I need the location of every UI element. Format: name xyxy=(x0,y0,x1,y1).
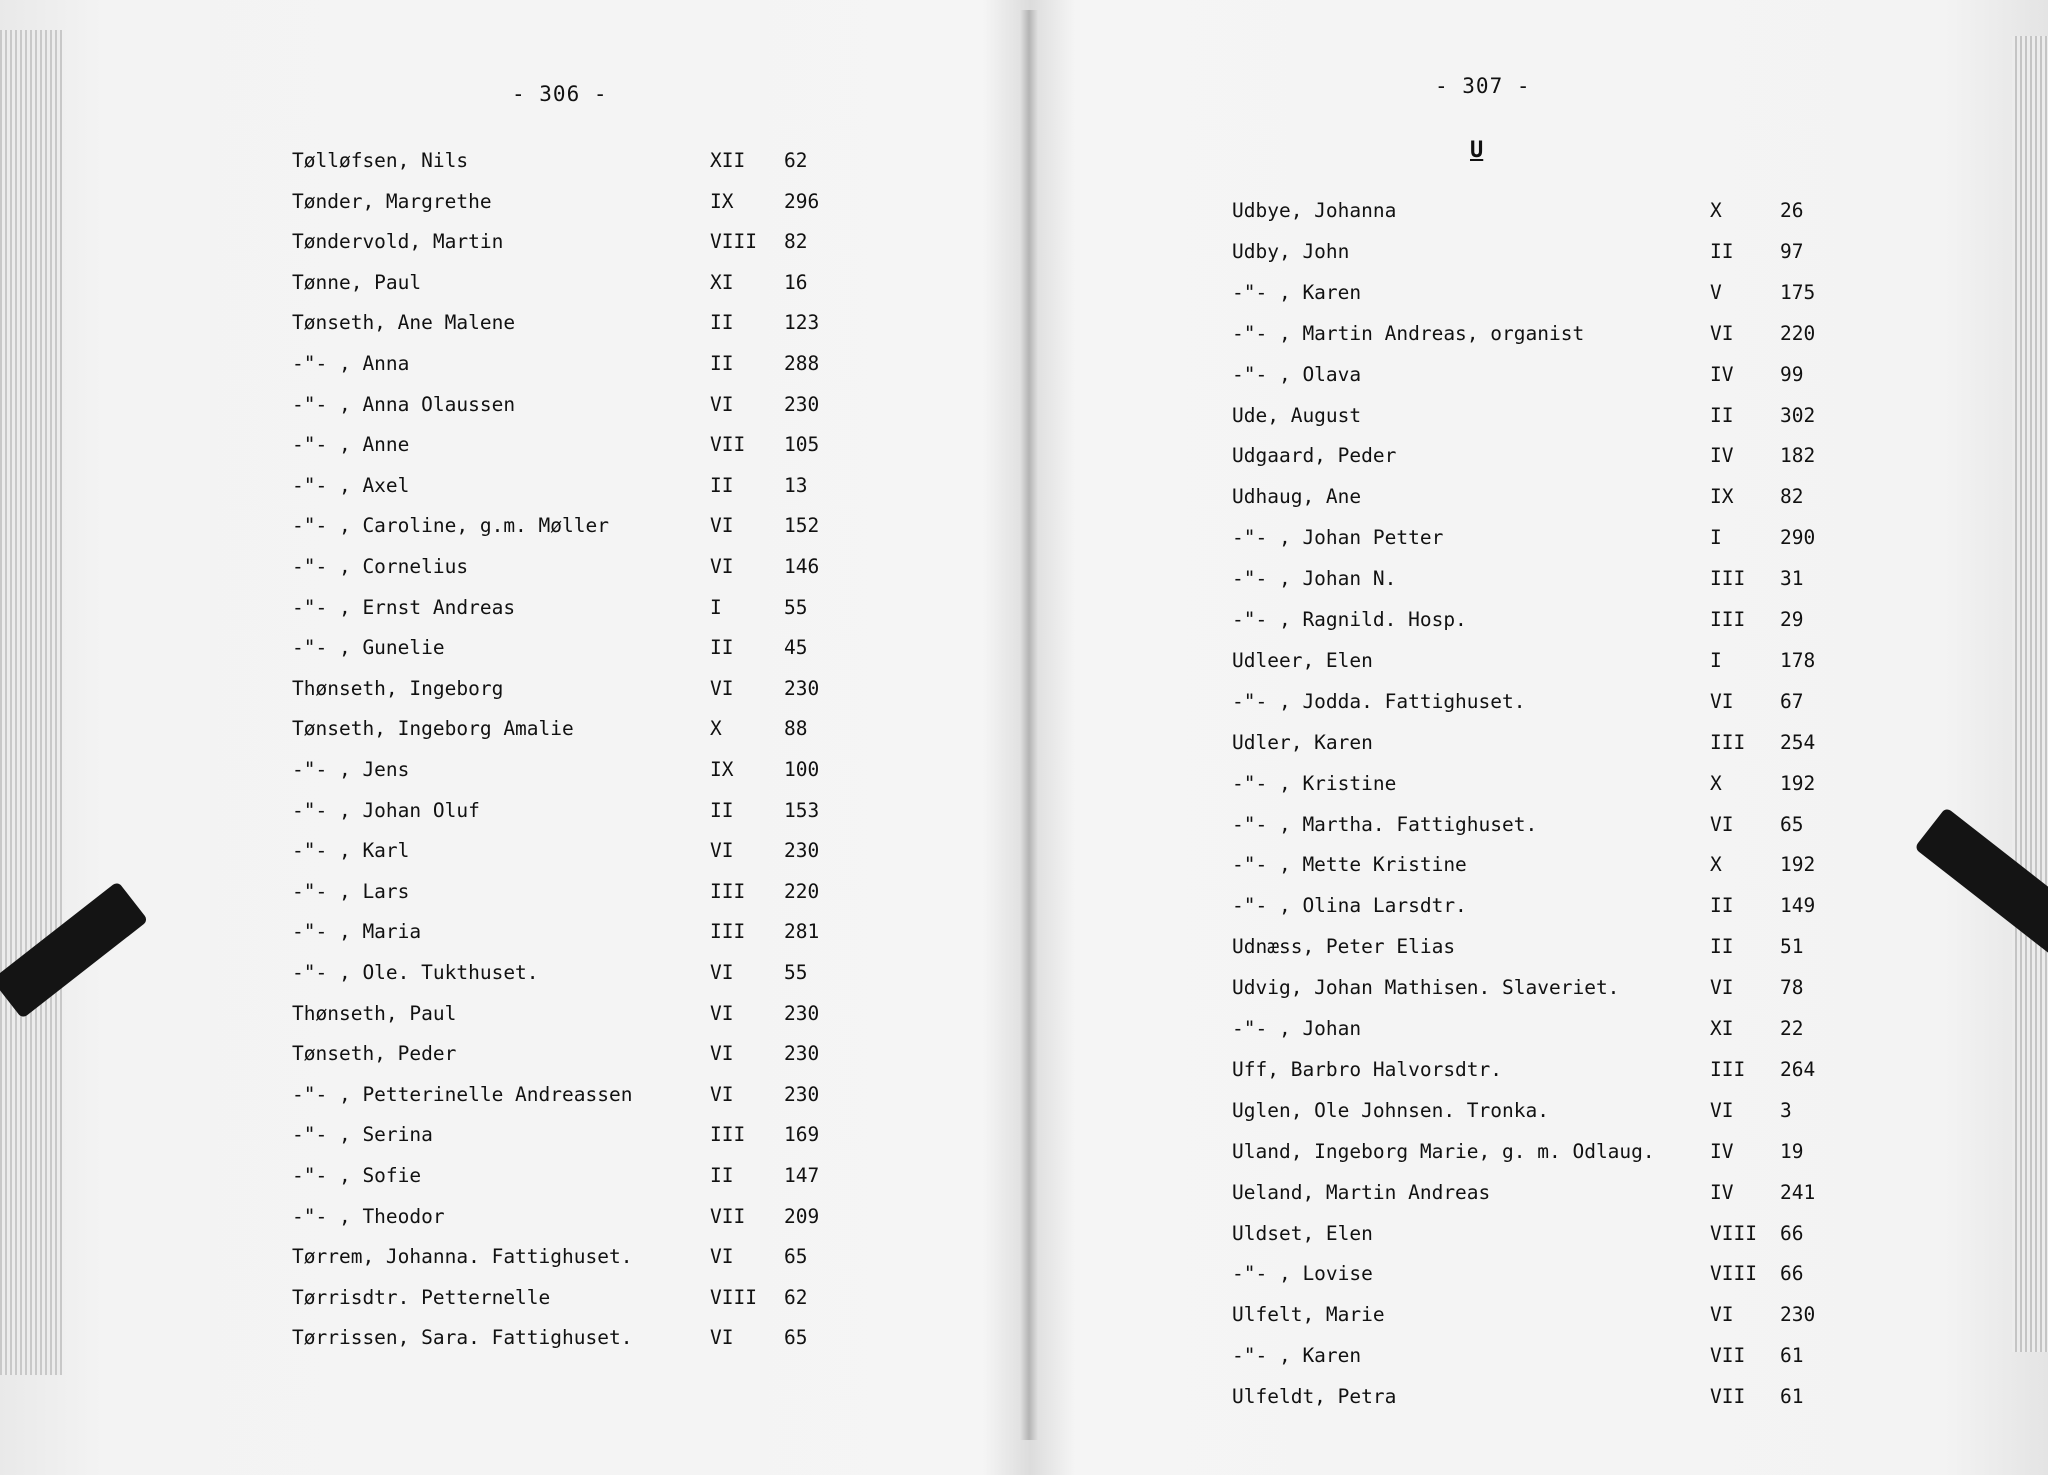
entry-volume: IV xyxy=(1710,1139,1734,1163)
index-entry xyxy=(1232,1014,1852,1044)
entry-volume: II xyxy=(710,636,734,660)
entry-volume: VI xyxy=(710,839,734,863)
entry-page: 147 xyxy=(784,1164,820,1187)
index-entry xyxy=(1232,687,1852,717)
index-entry xyxy=(292,1161,852,1191)
index-entry xyxy=(292,796,852,826)
entry-volume: VI xyxy=(710,961,734,984)
entry-volume: II xyxy=(710,352,734,375)
entry-name: -"- , Axel xyxy=(292,473,410,497)
entry-volume: VIII xyxy=(710,230,757,254)
entry-page: 66 xyxy=(1780,1262,1804,1286)
entry-volume: II xyxy=(1710,239,1734,263)
entry-volume: VIII xyxy=(710,1285,757,1309)
entry-name: Ude, August xyxy=(1232,403,1362,427)
entry-volume: VI xyxy=(710,514,734,538)
index-entry xyxy=(1232,1178,1852,1208)
right-page-edges xyxy=(2012,36,2048,1352)
entry-name: -"- , Ole. Tukthuset. xyxy=(292,961,539,984)
index-entry xyxy=(1232,319,1852,349)
entry-page: 288 xyxy=(784,352,820,375)
entry-page: 264 xyxy=(1780,1057,1816,1081)
index-entry xyxy=(1232,1219,1852,1249)
entry-name: Tønder, Margrethe xyxy=(292,189,492,213)
entry-volume: VI xyxy=(1710,976,1734,1000)
entry-volume: VI xyxy=(710,392,734,416)
entry-name: -"- , Cornelius xyxy=(292,555,469,578)
entry-page: 67 xyxy=(1780,689,1804,713)
entry-name: -"- , Anna Olaussen xyxy=(292,392,516,416)
entry-volume: I xyxy=(1710,526,1722,550)
entry-name: Tørrem, Johanna. Fattighuset. xyxy=(292,1245,633,1269)
left-page-number: - 306 - xyxy=(512,82,608,106)
entry-name: Thønseth, Ingeborg xyxy=(292,676,504,700)
index-entry xyxy=(292,714,852,744)
entry-volume: II xyxy=(1710,894,1734,918)
entry-name: -"- , Gunelie xyxy=(292,636,445,660)
entry-page: 220 xyxy=(1780,321,1816,345)
entry-page: 13 xyxy=(784,473,808,497)
entry-volume: VIII xyxy=(1710,1221,1757,1245)
entry-name: -"- , Mette Kristine xyxy=(1232,853,1467,877)
entry-volume: II xyxy=(710,798,734,822)
entry-name: -"- , Johan xyxy=(1232,1017,1362,1040)
index-entry xyxy=(1232,1341,1852,1371)
entry-page: 153 xyxy=(784,798,820,822)
entry-volume: VI xyxy=(710,1082,734,1106)
left-page-edges xyxy=(0,30,62,1375)
entry-name: -"- , Theodor xyxy=(292,1204,445,1228)
entry-page: 62 xyxy=(784,149,808,172)
entry-volume: VI xyxy=(710,1001,734,1025)
index-entry xyxy=(1232,850,1852,880)
entry-page: 51 xyxy=(1780,935,1804,959)
index-entry xyxy=(292,1080,852,1110)
entry-page: 100 xyxy=(784,758,820,781)
entry-volume: VII xyxy=(1710,1385,1746,1409)
entry-name: Uff, Barbro Halvorsdtr. xyxy=(1232,1057,1503,1081)
entry-volume: III xyxy=(1710,1057,1746,1081)
entry-volume: III xyxy=(1710,608,1746,631)
entry-name: Tønseth, Peder xyxy=(292,1042,457,1066)
entry-name: -"- , Lars xyxy=(292,879,410,903)
entry-name: -"- , Jodda. Fattighuset. xyxy=(1232,689,1526,713)
entry-name: Tønseth, Ingeborg Amalie xyxy=(292,717,574,741)
entry-page: 230 xyxy=(784,839,820,863)
entry-page: 61 xyxy=(1780,1344,1804,1368)
entry-volume: VII xyxy=(710,1204,746,1228)
index-entry xyxy=(1232,482,1852,512)
index-entry xyxy=(292,268,852,298)
entry-name: -"- , Jens xyxy=(292,758,410,781)
index-entry xyxy=(292,674,852,704)
entry-page: 26 xyxy=(1780,199,1804,222)
entry-name: -"- , Anna xyxy=(292,352,410,375)
entry-name: -"- , Martha. Fattighuset. xyxy=(1232,812,1538,836)
index-entry xyxy=(1232,1137,1852,1167)
entry-page: 230 xyxy=(784,676,820,700)
right-page-number: - 307 - xyxy=(1435,74,1531,98)
entry-volume: IX xyxy=(710,189,734,213)
index-entry xyxy=(1232,196,1852,226)
entry-name: Udnæss, Peter Elias xyxy=(1232,935,1456,959)
entry-volume: VI xyxy=(710,1245,734,1269)
entry-name: Thønseth, Paul xyxy=(292,1001,457,1025)
entry-page: 281 xyxy=(784,920,820,944)
index-entry xyxy=(292,999,852,1029)
entry-volume: IX xyxy=(710,758,734,781)
entry-page: 29 xyxy=(1780,608,1804,631)
entry-page: 209 xyxy=(784,1204,820,1228)
index-entry xyxy=(292,227,852,257)
book-gutter xyxy=(1020,10,1038,1440)
entry-page: 152 xyxy=(784,514,820,538)
entry-volume: X xyxy=(1710,771,1722,795)
index-entry xyxy=(1232,1096,1852,1126)
entry-volume: I xyxy=(710,595,722,619)
entry-volume: VI xyxy=(1710,1098,1734,1122)
entry-name: Uglen, Ole Johnsen. Tronka. xyxy=(1232,1098,1549,1122)
entry-page: 302 xyxy=(1780,403,1816,427)
entry-volume: II xyxy=(710,311,734,335)
entry-name: -"- , Olina Larsdtr. xyxy=(1232,894,1467,918)
index-entry xyxy=(1232,1055,1852,1085)
entry-volume: VI xyxy=(1710,689,1734,713)
entry-page: 97 xyxy=(1780,239,1804,263)
entry-page: 65 xyxy=(784,1326,808,1350)
entry-name: -"- , Johan N. xyxy=(1232,567,1397,591)
entry-volume: IV xyxy=(1710,444,1734,468)
entry-volume: VI xyxy=(1710,321,1734,345)
entry-volume: II xyxy=(1710,935,1734,959)
index-entry xyxy=(1232,810,1852,840)
entry-volume: VI xyxy=(710,1042,734,1066)
index-entry xyxy=(292,146,852,176)
entry-page: 62 xyxy=(784,1285,808,1309)
entry-page: 182 xyxy=(1780,444,1816,468)
entry-volume: II xyxy=(710,1164,734,1187)
entry-page: 3 xyxy=(1780,1098,1792,1122)
entry-page: 192 xyxy=(1780,771,1816,795)
index-entry xyxy=(292,308,852,338)
entry-page: 19 xyxy=(1780,1139,1804,1163)
entry-page: 123 xyxy=(784,311,820,335)
entry-page: 254 xyxy=(1780,730,1816,754)
index-entry xyxy=(292,755,852,785)
entry-name: Uldset, Elen xyxy=(1232,1221,1373,1245)
entry-name: -"- , Ernst Andreas xyxy=(292,595,516,619)
index-entry xyxy=(292,1242,852,1272)
entry-volume: III xyxy=(710,879,746,903)
index-entry xyxy=(1232,728,1852,758)
entry-name: -"- , Johan Oluf xyxy=(292,798,480,822)
index-entry xyxy=(1232,932,1852,962)
index-entry xyxy=(1232,441,1852,471)
entry-volume: X xyxy=(1710,853,1722,877)
index-entry xyxy=(292,187,852,217)
entry-volume: XII xyxy=(710,149,746,172)
index-entry xyxy=(1232,769,1852,799)
entry-page: 178 xyxy=(1780,648,1816,672)
index-entry xyxy=(1232,1300,1852,1330)
entry-page: 230 xyxy=(784,1082,820,1106)
entry-volume: VI xyxy=(710,1326,734,1350)
entry-volume: II xyxy=(1710,403,1734,427)
index-entry xyxy=(292,836,852,866)
entry-name: -"- , Caroline, g.m. Møller xyxy=(292,514,609,538)
entry-volume: VI xyxy=(1710,812,1734,836)
entry-name: -"- , Ragnild. Hosp. xyxy=(1232,608,1467,631)
index-entry xyxy=(1232,891,1852,921)
entry-volume: VII xyxy=(710,433,746,457)
index-entry xyxy=(1232,1259,1852,1289)
entry-volume: IX xyxy=(1710,485,1734,509)
entry-page: 241 xyxy=(1780,1180,1816,1204)
entry-page: 78 xyxy=(1780,976,1804,1000)
index-entry xyxy=(292,1202,852,1232)
entry-name: -"- , Petterinelle Andreassen xyxy=(292,1082,633,1106)
entry-name: Ueland, Martin Andreas xyxy=(1232,1180,1491,1204)
entry-page: 220 xyxy=(784,879,820,903)
index-entry xyxy=(292,633,852,663)
index-entry xyxy=(1232,646,1852,676)
entry-page: 65 xyxy=(1780,812,1804,836)
index-entry xyxy=(292,1039,852,1069)
entry-name: Tørrissen, Sara. Fattighuset. xyxy=(292,1326,633,1350)
entry-volume: VI xyxy=(710,555,734,578)
entry-page: 31 xyxy=(1780,567,1804,591)
entry-page: 290 xyxy=(1780,526,1816,550)
entry-name: Ulfelt, Marie xyxy=(1232,1303,1385,1327)
entry-volume: II xyxy=(710,473,734,497)
entry-name: -"- , Serina xyxy=(292,1123,433,1147)
index-entry xyxy=(1232,278,1852,308)
entry-name: Tønseth, Ane Malene xyxy=(292,311,516,335)
entry-volume: XI xyxy=(710,270,734,294)
entry-page: 230 xyxy=(784,392,820,416)
entry-page: 230 xyxy=(784,1001,820,1025)
index-entry xyxy=(292,958,852,988)
entry-page: 55 xyxy=(784,961,808,984)
index-entry xyxy=(1232,1382,1852,1412)
entry-page: 88 xyxy=(784,717,808,741)
index-entry xyxy=(292,430,852,460)
entry-volume: III xyxy=(710,920,746,944)
entry-name: -"- , Lovise xyxy=(1232,1262,1373,1286)
entry-volume: VI xyxy=(1710,1303,1734,1327)
entry-name: -"- , Karen xyxy=(1232,280,1362,304)
entry-volume: X xyxy=(1710,199,1722,222)
entry-volume: IV xyxy=(1710,362,1734,386)
entry-name: -"- , Johan Petter xyxy=(1232,526,1444,550)
entry-name: Tøndervold, Martin xyxy=(292,230,504,254)
entry-name: Udbye, Johanna xyxy=(1232,199,1397,222)
index-entry xyxy=(292,1323,852,1353)
entry-page: 230 xyxy=(1780,1303,1816,1327)
entry-name: -"- , Kristine xyxy=(1232,771,1397,795)
index-entry xyxy=(1232,237,1852,267)
entry-page: 99 xyxy=(1780,362,1804,386)
entry-name: Udleer, Elen xyxy=(1232,648,1373,672)
entry-name: Udvig, Johan Mathisen. Slaveriet. xyxy=(1232,976,1620,1000)
entry-page: 22 xyxy=(1780,1017,1804,1040)
index-entry xyxy=(292,1120,852,1150)
entry-volume: III xyxy=(710,1123,746,1147)
index-entry xyxy=(1232,523,1852,553)
entry-volume: XI xyxy=(1710,1017,1734,1040)
index-entry xyxy=(292,877,852,907)
entry-page: 82 xyxy=(784,230,808,254)
entry-page: 105 xyxy=(784,433,820,457)
entry-page: 296 xyxy=(784,189,820,213)
index-entry xyxy=(292,471,852,501)
entry-volume: VIII xyxy=(1710,1262,1757,1286)
index-entry xyxy=(1232,564,1852,594)
entry-name: -"- , Sofie xyxy=(292,1164,422,1187)
index-entry xyxy=(292,593,852,623)
index-entry xyxy=(292,552,852,582)
entry-name: -"- , Olava xyxy=(1232,362,1362,386)
entry-name: -"- , Karl xyxy=(292,839,410,863)
entry-volume: I xyxy=(1710,648,1722,672)
entry-page: 55 xyxy=(784,595,808,619)
letter-heading: U xyxy=(1470,138,1484,163)
entry-name: Udler, Karen xyxy=(1232,730,1373,754)
entry-name: Ulfeldt, Petra xyxy=(1232,1385,1397,1409)
entry-volume: VII xyxy=(1710,1344,1746,1368)
entry-name: Uland, Ingeborg Marie, g. m. Odlaug. xyxy=(1232,1139,1655,1163)
entry-volume: III xyxy=(1710,567,1746,591)
entry-page: 65 xyxy=(784,1245,808,1269)
entry-name: -"- , Martin Andreas, organist xyxy=(1232,321,1585,345)
entry-name: Udby, John xyxy=(1232,239,1350,263)
entry-name: Tølløfsen, Nils xyxy=(292,149,469,172)
index-entry xyxy=(1232,360,1852,390)
entry-page: 16 xyxy=(784,270,808,294)
entry-page: 82 xyxy=(1780,485,1804,509)
entry-name: Tønne, Paul xyxy=(292,270,422,294)
entry-page: 169 xyxy=(784,1123,820,1147)
entry-volume: III xyxy=(1710,730,1746,754)
entry-page: 175 xyxy=(1780,280,1816,304)
entry-page: 230 xyxy=(784,1042,820,1066)
index-entry xyxy=(1232,605,1852,635)
entry-name: -"- , Karen xyxy=(1232,1344,1362,1368)
entry-name: Tørrisdtr. Petternelle xyxy=(292,1285,551,1309)
entry-volume: V xyxy=(1710,280,1722,304)
entry-name: -"- , Maria xyxy=(292,920,422,944)
index-entry xyxy=(292,390,852,420)
entry-page: 192 xyxy=(1780,853,1816,877)
index-entry xyxy=(1232,973,1852,1003)
entry-page: 146 xyxy=(784,555,820,578)
index-entry xyxy=(1232,401,1852,431)
index-entry xyxy=(292,917,852,947)
entry-page: 45 xyxy=(784,636,808,660)
entry-volume: X xyxy=(710,717,722,741)
entry-volume: IV xyxy=(1710,1180,1734,1204)
entry-volume: VI xyxy=(710,676,734,700)
index-entry xyxy=(292,511,852,541)
entry-name: -"- , Anne xyxy=(292,433,410,457)
entry-page: 149 xyxy=(1780,894,1816,918)
index-entry xyxy=(292,1283,852,1313)
entry-page: 61 xyxy=(1780,1385,1804,1409)
entry-name: Udgaard, Peder xyxy=(1232,444,1397,468)
entry-name: Udhaug, Ane xyxy=(1232,485,1362,509)
index-entry xyxy=(292,349,852,379)
entry-page: 66 xyxy=(1780,1221,1804,1245)
